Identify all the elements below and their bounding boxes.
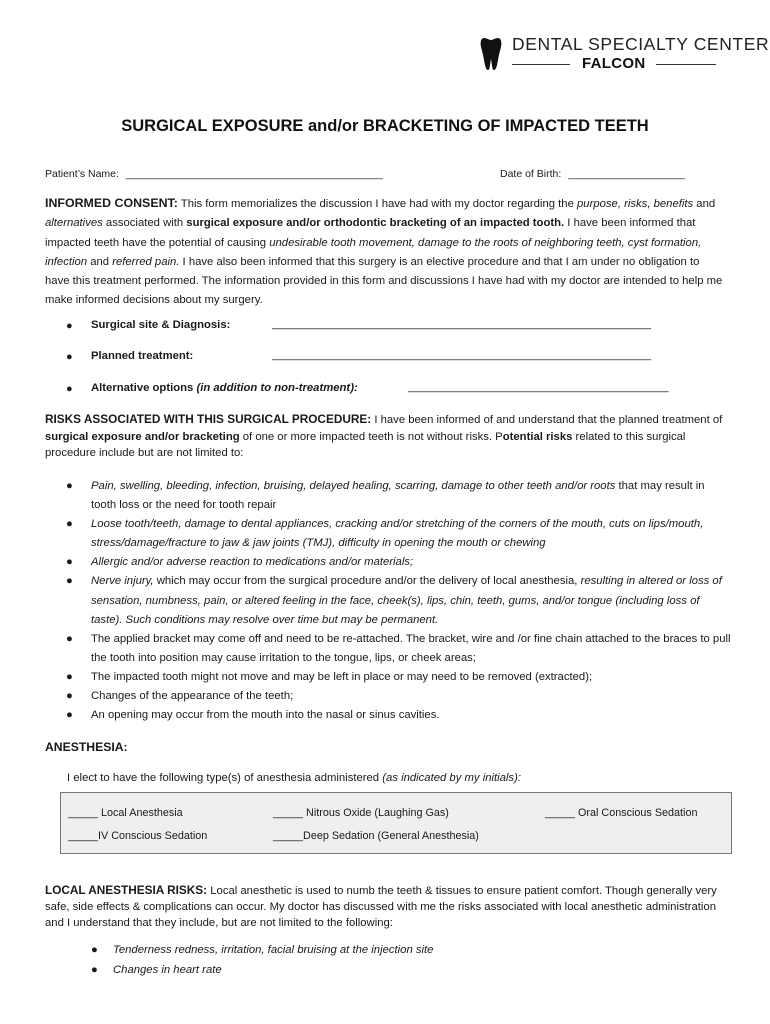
nitrous-oxide-option[interactable]: _____ Nitrous Oxide (Laughing Gas) bbox=[273, 807, 449, 819]
bullet-icon: ● bbox=[66, 480, 73, 492]
consent-italic-2: alternatives bbox=[45, 217, 103, 230]
risks-text-2: of one or more impacted teeth is not without risks. P bbox=[239, 430, 503, 443]
bullet-icon: ● bbox=[66, 709, 73, 722]
local-risk-text: Tenderness redness, irritation, facial bruising at the injection site bbox=[113, 944, 434, 956]
bullet-icon: ● bbox=[66, 320, 73, 332]
title-part-2: and/or bbox=[303, 117, 364, 135]
consent-text-3: associated with bbox=[102, 217, 187, 230]
bullet-icon: ● bbox=[66, 632, 73, 645]
plan-item-label bbox=[91, 382, 358, 394]
logo-name: DENTAL SPECIALTY CENTER bbox=[512, 34, 770, 54]
logo-subtitle: FALCON bbox=[582, 55, 646, 72]
iv-sedation-option[interactable]: _____IV Conscious Sedation bbox=[68, 830, 208, 842]
anesthesia-intro-text: I elect to have the following type(s) of anesthesia administered bbox=[67, 772, 383, 784]
consent-text-5: and bbox=[87, 255, 113, 268]
list-item bbox=[66, 553, 731, 572]
consent-italic-3: undesirable tooth movement, damage to the roots of neighboring teeth, cyst formation, infection bbox=[45, 236, 702, 268]
risks-heading: RISKS ASSOCIATED WITH THIS SURGICAL PROCEDURE: bbox=[45, 412, 372, 426]
anesthesia-intro-note: (as indicated by my initials): bbox=[382, 772, 521, 784]
logo-rule-left bbox=[512, 64, 570, 65]
list-item bbox=[66, 477, 731, 515]
risk-italic: Allergic and/or adverse reaction to medications and/or materials; bbox=[91, 556, 414, 569]
consent-italic-4: referred pain. bbox=[112, 255, 180, 268]
consent-text-1: This form memorializes the discussion I have had with my doctor regarding the bbox=[177, 198, 577, 210]
informed-consent-heading: INFORMED CONSENT: bbox=[45, 196, 178, 210]
risk-text: The applied bracket may come off and need to be re-attached. The bracket, wire and /or fine chain attached to the braces to pull the tooth into position may cause irritation to the tongue, lips, or cheek areas; bbox=[91, 632, 731, 664]
risks-paragraph bbox=[45, 411, 725, 462]
risk-text: that may result in tooth loss or the need for tooth repair bbox=[91, 480, 705, 512]
tooth-icon bbox=[480, 36, 502, 72]
risks-text-1: I have been informed of and understand that the planned treatment of bbox=[371, 414, 723, 426]
dob-blank[interactable]: ____________________ bbox=[568, 168, 685, 180]
bullet-icon: ● bbox=[66, 383, 73, 395]
consent-text-6: I have also been informed that this surgery is an elective procedure and that I am under no obligation to have this treatment performed. The information provided in this form and discussions I have had with my doctor are intended to help me make informed decisions about my surgery. bbox=[45, 255, 723, 307]
consent-text-2: and bbox=[693, 198, 716, 210]
consent-text-4: I have been informed that impacted teeth have the potential of causing bbox=[45, 217, 696, 249]
bullet-icon: ● bbox=[91, 964, 98, 976]
bullet-icon: ● bbox=[66, 575, 73, 588]
risk-italic: Loose tooth/teeth, damage to dental appliances, cracking and/or stretching of the corners of the mouth, cuts on lips/mouth, stress/damage/fracture to jaw & jaw joints (TMJ), difficulty in opening the mouth or chewing bbox=[91, 518, 704, 550]
document-title bbox=[0, 117, 770, 136]
local-anesthesia-heading: LOCAL ANESTHESIA RISKS: bbox=[45, 883, 208, 897]
list-item bbox=[66, 706, 731, 725]
list-item bbox=[66, 687, 731, 706]
list-item bbox=[91, 960, 433, 980]
local-anesthesia-list bbox=[91, 940, 434, 980]
risk-italic: Nerve injury, bbox=[91, 575, 154, 588]
risks-list bbox=[66, 477, 731, 725]
risk-italic: Pain, swelling, bleeding, infection, bruising, delayed healing, scarring, damage to other teeth and/or roots bbox=[91, 480, 616, 492]
bullet-icon: ● bbox=[91, 944, 98, 956]
risks-text-3: related to this surgical procedure include but are not limited to: bbox=[45, 430, 686, 459]
bullet-icon: ● bbox=[66, 556, 73, 569]
list-item bbox=[66, 572, 731, 629]
local-anesthesia-risks-paragraph bbox=[45, 882, 725, 931]
title-part-3: BRACKETING OF IMPACTED TEETH bbox=[363, 117, 649, 135]
risks-bold-2: otential risks bbox=[502, 430, 573, 443]
dob-field[interactable] bbox=[500, 168, 685, 180]
logo bbox=[480, 34, 770, 80]
anesthesia-options-box bbox=[60, 792, 732, 854]
bullet-icon: ● bbox=[66, 518, 73, 531]
local-anesthesia-option[interactable]: _____ Local Anesthesia bbox=[68, 807, 183, 819]
plan-item-label: Planned treatment: bbox=[91, 350, 194, 362]
risk-italic: resulting in altered or loss of sensation, numbness, pain, or altered feeling in the face, cheek(s), lips, chin, teeth, gums, and/or tongue (including loss of taste). Such conditions may resolve over time but may be permanent. bbox=[91, 575, 722, 626]
risk-text: The impacted tooth might not move and may be left in place or may need to be removed (extracted); bbox=[91, 670, 593, 683]
risk-text: An opening may occur from the mouth into the nasal or sinus cavities. bbox=[91, 709, 440, 722]
planned-treatment-blank[interactable]: ________________________________________________________________ bbox=[272, 349, 651, 361]
risk-text: Changes of the appearance of the teeth; bbox=[91, 690, 294, 703]
patient-name-blank[interactable]: ____________________________________________ bbox=[125, 168, 383, 180]
list-item bbox=[66, 630, 731, 668]
informed-consent-paragraph bbox=[45, 194, 725, 311]
list-item bbox=[66, 668, 731, 687]
list-item bbox=[91, 940, 434, 960]
logo-rule-right bbox=[656, 64, 716, 65]
oral-sedation-option[interactable]: _____ Oral Conscious Sedation bbox=[545, 807, 698, 819]
deep-sedation-option[interactable]: _____Deep Sedation (General Anesthesia) bbox=[273, 830, 479, 842]
bullet-icon: ● bbox=[66, 690, 73, 703]
local-risk-text: Changes in heart rate bbox=[113, 964, 222, 976]
anesthesia-intro bbox=[67, 772, 521, 784]
local-anesthesia-text: Local anesthetic is used to numb the teeth & tissues to ensure patient comfort. Though generally very safe, side effects & complications can occur. My doctor has discussed with me the risks associated with local anesthetic administration and I understand that they include, but are not limited to the following: bbox=[45, 885, 717, 929]
dob-label: Date of Birth: bbox=[500, 168, 562, 180]
alternative-options-blank[interactable]: ____________________________________________ bbox=[408, 381, 669, 393]
list-item bbox=[66, 515, 731, 553]
consent-bold-1: surgical exposure and/or orthodontic bracketing of an impacted tooth. bbox=[186, 217, 565, 230]
alt-options-label: Alternative options bbox=[91, 382, 197, 394]
patient-name-label: Patient’s Name: bbox=[45, 168, 119, 180]
alt-options-note: (in addition to non-treatment): bbox=[196, 382, 358, 394]
title-part-1: SURGICAL EXPOSURE bbox=[121, 117, 304, 135]
bullet-icon: ● bbox=[66, 670, 73, 683]
bullet-icon: ● bbox=[66, 351, 73, 363]
consent-italic-1: purpose, risks, benefits bbox=[577, 198, 694, 210]
patient-name-field[interactable] bbox=[45, 168, 383, 180]
risks-bold-1: surgical exposure and/or bracketing bbox=[45, 430, 240, 443]
surgical-site-blank[interactable]: ________________________________________________________________ bbox=[272, 318, 651, 330]
plan-item-label: Surgical site & Diagnosis: bbox=[91, 319, 231, 331]
risk-text: which may occur from the surgical procedure and/or the delivery of local anesthesia, bbox=[153, 575, 581, 588]
anesthesia-heading: ANESTHESIA: bbox=[45, 740, 128, 754]
